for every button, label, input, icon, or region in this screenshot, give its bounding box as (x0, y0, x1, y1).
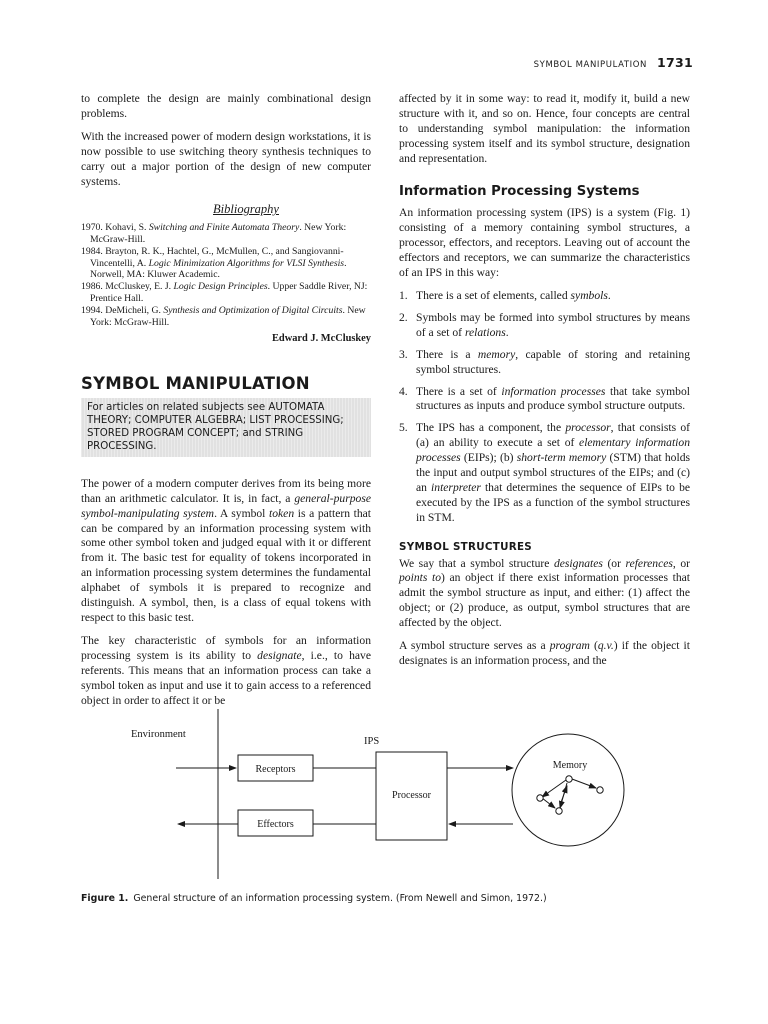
paragraph-continuation: to complete the design are mainly combinational design problems. (81, 92, 371, 120)
figure-caption-label: Figure 1. (81, 893, 129, 904)
figure-caption-text: General structure of an information processing system. (From Newell and Simon, 1972.) (133, 893, 547, 904)
ips-label: IPS (364, 736, 380, 747)
list-item: 3. There is a memory, capable of storing and retaining symbol structures. (399, 347, 690, 376)
running-head (534, 55, 693, 70)
ips-characteristics-list (399, 289, 690, 526)
paragraph-designates: We say that a symbol structure designates (or references, or points to) an object if there exist information processes that admit the symbol structure as input, and either: (1) affect the object; or (2) produce, as output, symbol structures that are affected by the object. (399, 556, 690, 630)
subheading-symbol-structures: SYMBOL STRUCTURES (399, 540, 533, 553)
paragraph-affected: affected by it in some way: to read it, modify it, build a new structure with it, and so on. Hence, four concepts are central to understanding symbol manipulation: the information processing system itself and its symbol structure, designation and representation. (399, 92, 690, 165)
list-item: 1. There is a set of elements, called symbols. (399, 288, 611, 302)
figure-ips-diagram (81, 707, 691, 892)
left-column (81, 92, 371, 708)
see-also-box: For articles on related subjects see AUTOMATA THEORY; COMPUTER ALGEBRA; LIST PROCESSING; STORED PROGRAM CONCEPT; and STRING PROCESSING. (81, 398, 371, 457)
paragraph-program: A symbol structure serves as a program (q.v.) if the object it designates is an information process, and the (399, 639, 690, 667)
memory-label: Memory (552, 760, 588, 771)
list-item: 4. There is a set of information processes that take symbol structures as inputs and produce symbol structure outputs. (399, 384, 690, 413)
bibliography-entry: 1984. Brayton, R. K., Hachtel, G., McMullen, C., and Sangiovanni-Vincentelli, A. Logic Minimization Algorithms for VLSI Synthesis. Norwell, MA: Kluwer Academic. (81, 246, 347, 280)
heading-ips: Information Processing Systems (399, 183, 640, 199)
environment-label: Environment (131, 729, 186, 740)
memory-circle (512, 734, 624, 846)
paragraph-ips-definition: An information processing system (IPS) is a system (Fig. 1) consisting of a memory containing symbol structures, a processor, effectors, and receptors. Leaving out of account the effectors and receptors, we can summarize the characteristics of an IPS in this way: (399, 206, 690, 280)
section-title: SYMBOL MANIPULATION (81, 373, 310, 393)
figure-caption (81, 893, 547, 904)
paragraph-designate: The key characteristic of symbols for an information processing system is its ability to designate, i.e., to have referents. This means that an information process can take a symbol token as input and use it to gain access to a referenced object in order to affect it or be (81, 633, 371, 707)
list-item: 5. The IPS has a component, the processor, that consists of (a) an ability to execute a set of elementary information processes (EIPs); (b) short-term memory (STM) that holds the input and output symbol structures of the EIPs; and (c) an interpreter that determines the sequence of EIPs to be executed by the IPS as a function of the symbol structures in STM. (399, 421, 691, 524)
bibliography-entry: 1986. McCluskey, E. J. Logic Design Principles. Upper Saddle River, NJ: Prentice Hall. (81, 281, 368, 304)
bibliography-entry: 1970. Kohavi, S. Switching and Finite Automata Theory. New York: McGraw-Hill. (81, 222, 347, 245)
article-author: Edward J. McCluskey (271, 333, 371, 344)
ips-diagram-svg (81, 707, 691, 892)
bibliography-title: Bibliography (213, 202, 279, 217)
bibliography-entry: 1994. DeMicheli, G. Synthesis and Optimization of Digital Circuits. New York: McGraw-Hill. (81, 305, 366, 328)
receptors-label: Receptors (255, 764, 296, 775)
processor-label: Processor (392, 790, 431, 801)
list-item: 2. Symbols may be formed into symbol structures by means of a set of relations. (399, 310, 690, 339)
right-column (399, 92, 690, 669)
page-number: 1731 (657, 55, 693, 70)
effectors-label: Effectors (257, 819, 294, 830)
paragraph-design-workstations: With the increased power of modern design workstations, it is now possible to use switching theory synthesis techniques to carry out a major portion of the design of new computer systems. (81, 129, 371, 188)
paragraph-symbol-intro: The power of a modern computer derives from its being more than an arithmetic calculator. It is, in fact, a general-purpose symbol-manipulating system. A symbol token is a pattern that can be compared by an information processing system with some other symbol token and judged equal with it or different from it. The basic test for equality of tokens incorporated in an information processing system determines the fundamental alphabet of symbols it is prepared to recognize and distinguish. A symbol, then, is a class of equal tokens with respect to this basic test. (81, 476, 371, 624)
running-head-title: SYMBOL MANIPULATION (533, 60, 647, 70)
bibliography-list (81, 222, 371, 328)
